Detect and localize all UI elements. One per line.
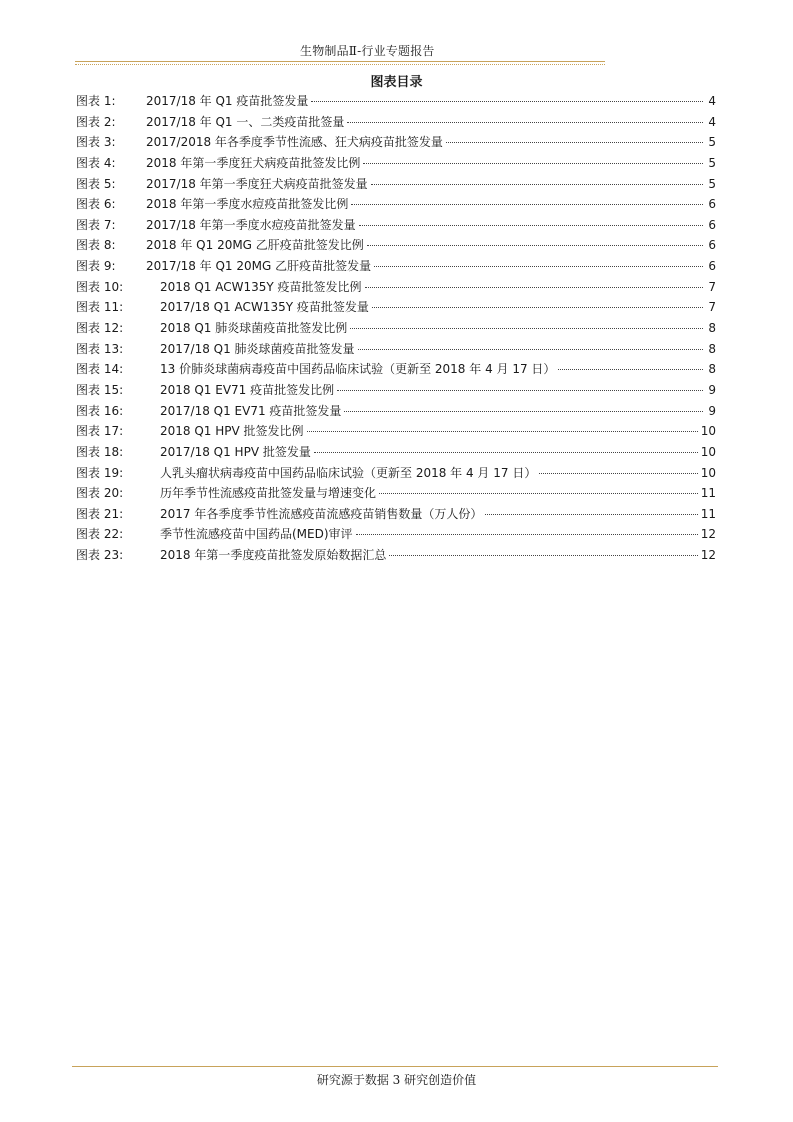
toc-entry-page[interactable]: 5 <box>708 155 716 170</box>
toc-entry-title[interactable]: 2018 Q1 ACW135Y 疫苗批签发比例 <box>160 279 362 294</box>
toc-entry-leader <box>307 431 698 432</box>
toc-entry-leader <box>337 390 703 391</box>
toc-entry-page[interactable]: 6 <box>708 259 716 274</box>
toc-entry-label: 图表 8: <box>76 238 116 253</box>
toc-entry-label: 图表 17: <box>76 424 124 439</box>
toc-entry-page[interactable]: 5 <box>708 135 716 150</box>
toc-entry-label: 图表 16: <box>76 403 124 418</box>
toc-entry-label: 图表 22: <box>76 527 124 542</box>
toc-entry-title[interactable]: 人乳头瘤状病毒疫苗中国药品临床试验（更新至 2018 年 4 月 17 日） <box>160 465 537 480</box>
toc-entry-leader <box>367 245 703 246</box>
toc-entry-page[interactable]: 8 <box>708 362 716 377</box>
toc-entry[interactable] <box>76 175 716 196</box>
toc-entry-label: 图表 12: <box>76 321 124 336</box>
toc-entry-leader <box>344 411 703 412</box>
toc-entry-page[interactable]: 8 <box>708 321 716 336</box>
toc-entry-page[interactable]: 9 <box>708 403 716 418</box>
toc-entry-title[interactable]: 历年季节性流感疫苗批签发量与增速变化 <box>160 486 377 501</box>
toc-entry-title[interactable]: 2017/2018 年各季度季节性流感、狂犬病疫苗批签发量 <box>146 135 443 150</box>
toc-entry-label: 图表 4: <box>76 155 116 170</box>
toc-entry-page[interactable]: 5 <box>708 176 716 191</box>
toc-entry-title[interactable]: 2018 Q1 EV71 疫苗批签发比例 <box>160 382 335 397</box>
toc-entry[interactable] <box>76 298 716 319</box>
toc-entry-title[interactable]: 2018 Q1 HPV 批签发比例 <box>160 424 304 439</box>
toc-entry[interactable] <box>76 319 716 340</box>
toc-entry-page[interactable]: 11 <box>700 506 716 521</box>
toc-entry-title[interactable]: 2017/18 年第一季度狂犬病疫苗批签发量 <box>146 176 368 191</box>
toc-entry-page[interactable]: 7 <box>708 279 716 294</box>
toc-entry-label: 图表 23: <box>76 548 124 563</box>
toc-entry-label: 图表 11: <box>76 300 124 315</box>
toc-entry-title[interactable]: 2018 年第一季度水痘疫苗批签发比例 <box>146 197 349 212</box>
toc-entry-leader <box>446 142 703 143</box>
toc-entry-page[interactable]: 4 <box>708 114 716 129</box>
toc-entry-label: 图表 14: <box>76 362 124 377</box>
toc-entry[interactable] <box>76 278 716 299</box>
toc-entry[interactable] <box>76 92 716 113</box>
toc-entry[interactable] <box>76 484 716 505</box>
toc-entry-leader <box>347 122 703 123</box>
toc-entry[interactable] <box>76 546 716 567</box>
toc-entry-leader <box>371 184 703 185</box>
toc-entry[interactable] <box>76 525 716 546</box>
toc-entry[interactable] <box>76 381 716 402</box>
toc-entry-label: 图表 13: <box>76 341 124 356</box>
toc-entry[interactable] <box>76 402 716 423</box>
toc-entry-page[interactable]: 7 <box>708 300 716 315</box>
toc-entry-title[interactable]: 2017/18 年第一季度水痘疫苗批签发量 <box>146 217 356 232</box>
toc-entry-leader <box>365 287 703 288</box>
footer-divider <box>72 1066 718 1067</box>
toc-entry-page[interactable]: 10 <box>700 465 716 480</box>
toc-entry-page[interactable]: 6 <box>708 197 716 212</box>
toc-entry-label: 图表 5: <box>76 176 116 191</box>
toc-entry[interactable] <box>76 257 716 278</box>
toc-entry-leader <box>359 225 703 226</box>
toc-entry[interactable] <box>76 154 716 175</box>
toc-entry[interactable] <box>76 133 716 154</box>
toc-entry-title[interactable]: 2018 年第一季度疫苗批签发原始数据汇总 <box>160 548 387 563</box>
toc-entry[interactable] <box>76 340 716 361</box>
toc-entry-leader <box>363 163 703 164</box>
toc-entry[interactable] <box>76 360 716 381</box>
toc-entry-label: 图表 10: <box>76 279 124 294</box>
toc-entry-title[interactable]: 2017/18 Q1 EV71 疫苗批签发量 <box>160 403 342 418</box>
toc-entry-leader <box>539 473 697 474</box>
toc-entry-title[interactable]: 2017/18 年 Q1 疫苗批签发量 <box>146 94 309 108</box>
toc-entry-label: 图表 2: <box>76 114 116 129</box>
toc-entry-title[interactable]: 2017/18 Q1 ACW135Y 疫苗批签发量 <box>160 300 369 315</box>
toc-entry-title[interactable]: 2017 年各季度季节性流感疫苗流感疫苗销售数量（万人份） <box>160 506 483 521</box>
toc-entry-leader <box>379 493 698 494</box>
header-divider-dotted <box>75 64 605 65</box>
toc-entry-title[interactable]: 2018 年 Q1 20MG 乙肝疫苗批签发比例 <box>146 238 364 253</box>
header-divider <box>75 61 605 62</box>
toc-entry-title[interactable]: 2018 Q1 肺炎球菌疫苗批签发比例 <box>160 321 348 336</box>
toc-entry-page[interactable]: 4 <box>708 94 716 108</box>
toc-entry-leader <box>372 307 703 308</box>
toc-entry-label: 图表 15: <box>76 382 124 397</box>
toc-entry[interactable] <box>76 216 716 237</box>
footer-slogan: 研究源于数据 3 研究创造价值 <box>316 1073 477 1087</box>
toc-entry-page[interactable]: 10 <box>700 444 716 459</box>
toc-entry-leader <box>351 204 703 205</box>
toc-entry[interactable] <box>76 113 716 134</box>
toc-entry-title[interactable]: 2017/18 Q1 HPV 批签发量 <box>160 444 311 459</box>
toc-entry-leader <box>311 101 703 102</box>
toc-entry[interactable] <box>76 236 716 257</box>
toc-entry-label: 图表 1: <box>76 94 116 108</box>
toc-heading: 图表目录 <box>370 75 423 90</box>
toc-entry-label: 图表 20: <box>76 486 124 501</box>
figure-toc-list <box>76 92 716 567</box>
toc-entry-leader <box>314 452 698 453</box>
toc-entry[interactable] <box>76 505 716 526</box>
toc-entry-page[interactable]: 9 <box>708 382 716 397</box>
toc-entry-label: 图表 18: <box>76 444 124 459</box>
toc-entry-leader <box>358 349 703 350</box>
toc-entry[interactable] <box>76 464 716 485</box>
toc-entry-leader <box>558 369 703 370</box>
toc-entry-label: 图表 6: <box>76 197 116 212</box>
toc-entry-page[interactable]: 6 <box>708 217 716 232</box>
toc-entry-label: 图表 19: <box>76 465 124 480</box>
toc-entry-leader <box>374 266 703 267</box>
toc-entry-page[interactable]: 12 <box>700 527 716 542</box>
report-header-title: 生物制品Ⅱ-行业专题报告 <box>300 44 435 58</box>
toc-entry-title[interactable]: 季节性流感疫苗中国药品(MED)审评 <box>160 527 353 542</box>
toc-entry-leader <box>350 328 703 329</box>
toc-entry[interactable] <box>76 443 716 464</box>
toc-entry-page[interactable]: 10 <box>700 424 716 439</box>
toc-entry-title[interactable]: 13 价肺炎球菌病毒疫苗中国药品临床试验（更新至 2018 年 4 月 17 日） <box>160 362 556 377</box>
toc-entry[interactable] <box>76 422 716 443</box>
toc-entry-title[interactable]: 2018 年第一季度狂犬病疫苗批签发比例 <box>146 155 361 170</box>
toc-entry[interactable] <box>76 195 716 216</box>
toc-entry-page[interactable]: 11 <box>700 486 716 501</box>
toc-entry-label: 图表 21: <box>76 506 124 521</box>
toc-entry-title[interactable]: 2017/18 Q1 肺炎球菌疫苗批签发量 <box>160 341 355 356</box>
toc-entry-page[interactable]: 6 <box>708 238 716 253</box>
toc-entry-title[interactable]: 2017/18 年 Q1 20MG 乙肝疫苗批签发量 <box>146 259 372 274</box>
toc-entry-page[interactable]: 12 <box>700 548 716 563</box>
toc-entry-page[interactable]: 8 <box>708 341 716 356</box>
toc-entry-leader <box>356 534 698 535</box>
toc-entry-label: 图表 7: <box>76 217 116 232</box>
toc-entry-leader <box>485 514 697 515</box>
toc-entry-leader <box>389 555 697 556</box>
toc-entry-label: 图表 9: <box>76 259 116 274</box>
toc-entry-label: 图表 3: <box>76 135 116 150</box>
toc-entry-title[interactable]: 2017/18 年 Q1 一、二类疫苗批签量 <box>146 114 345 129</box>
